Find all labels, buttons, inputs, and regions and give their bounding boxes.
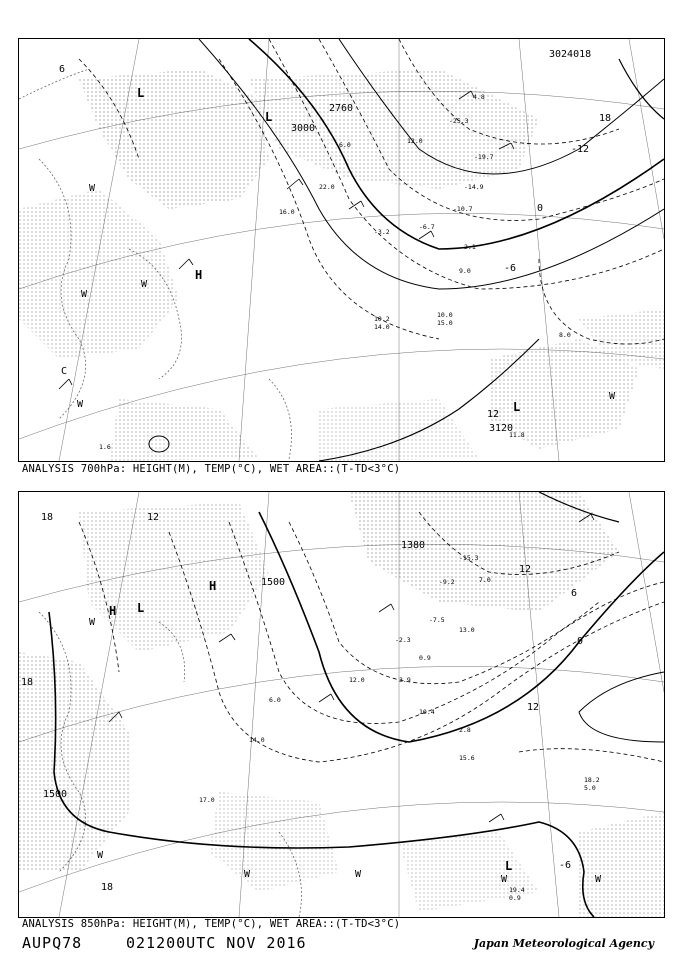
wet-area <box>19 652 129 872</box>
station-value: 18.2 <box>584 776 600 784</box>
station-value: 10.2 <box>374 315 390 323</box>
low-symbol: L <box>137 601 145 615</box>
station-value: 17.0 <box>199 796 215 804</box>
warm-symbol: W <box>97 850 104 861</box>
station-value: 7.0 <box>479 576 491 584</box>
temp-label: 6 <box>59 64 66 75</box>
high-symbol: H <box>195 268 203 282</box>
station-value: -10.7 <box>453 205 473 213</box>
warm-symbol: W <box>244 869 251 880</box>
station-value: 10.4 <box>419 708 435 716</box>
station-value: 5.0 <box>584 784 596 792</box>
wet-area <box>109 399 259 461</box>
wet-area <box>349 492 619 612</box>
station-value: 16.0 <box>279 208 295 216</box>
height-label: 3000 <box>291 123 316 134</box>
cold-symbol: C <box>61 366 68 377</box>
temp-label: -12 <box>571 144 590 155</box>
temp-label: 12 <box>527 702 540 713</box>
height-label: 1380 <box>401 540 426 551</box>
station-value: 3.9 <box>399 676 411 684</box>
station-value: 2.1 <box>464 243 476 251</box>
temp-label: 0 <box>537 203 544 214</box>
station-value: 2.8 <box>459 726 471 734</box>
warm-symbol: W <box>81 289 88 300</box>
height-label: 3120 <box>489 423 514 434</box>
station-value: -9.2 <box>439 578 455 586</box>
station-value: -19.7 <box>474 153 494 161</box>
low-symbol: L <box>137 86 145 100</box>
wet-area <box>579 812 664 917</box>
station-value: 19.4 <box>509 886 525 894</box>
warm-symbol: W <box>595 874 602 885</box>
warm-symbol: W <box>89 183 96 194</box>
station-value: 15.6 <box>459 754 475 762</box>
temp-label: 18 <box>41 512 54 523</box>
station-value: -2.3 <box>395 636 411 644</box>
temp-label: 18 <box>599 113 612 124</box>
station-value: 14.0 <box>374 323 390 331</box>
chart-code: AUPQ78 <box>22 934 83 952</box>
station-value: -6.7 <box>419 223 435 231</box>
station-value: 22.0 <box>319 183 335 191</box>
warm-symbol: W <box>141 279 148 290</box>
station-value: -15.3 <box>459 554 479 562</box>
height-label: 1500 <box>43 789 68 800</box>
station-value: 12.0 <box>407 137 423 145</box>
temp-label: -6 <box>559 860 572 871</box>
height-label: 2760 <box>329 103 354 114</box>
station-value: 8.0 <box>559 331 571 339</box>
station-value: 14.0 <box>249 736 265 744</box>
station-value: 10.0 <box>437 311 453 319</box>
wet-area <box>79 69 269 209</box>
station-value: 13.0 <box>459 626 475 634</box>
warm-symbol: W <box>355 869 362 880</box>
warm-symbol: W <box>501 874 508 885</box>
station-value: 0.9 <box>419 654 431 662</box>
wet-area <box>209 792 339 892</box>
map-700hpa <box>19 39 664 461</box>
caption-700hpa: ANALYSIS 700hPa: HEIGHT(M), TEMP(°C), WET AREA::(T-TD<3°C) <box>22 463 401 475</box>
station-value: 0.9 <box>509 894 521 902</box>
station-value: -14.9 <box>464 183 484 191</box>
low-symbol: L <box>265 110 273 124</box>
warm-symbol: W <box>89 617 96 628</box>
agency-credit: Japan Meteorological Agency <box>473 937 654 950</box>
station-value: 4.8 <box>473 93 485 101</box>
temp-label: 12 <box>519 564 532 575</box>
low-symbol: L <box>513 400 521 414</box>
station-value: -7.5 <box>429 616 445 624</box>
station-value: -3.2 <box>374 228 390 236</box>
temp-label: 12 <box>147 512 160 523</box>
warm-symbol: W <box>77 399 84 410</box>
temp-label: 6 <box>571 588 578 599</box>
warm-symbol: W <box>609 391 616 402</box>
valid-time: 021200UTC NOV 2016 <box>126 934 307 952</box>
temp-label: 0 <box>577 636 584 647</box>
low-symbol: L <box>505 859 513 873</box>
station-value: 6.0 <box>339 141 351 149</box>
temp-label: -6 <box>504 263 517 274</box>
temp-label: 18 <box>21 677 34 688</box>
temp-label: 18 <box>101 882 114 893</box>
chart-850hpa <box>18 491 665 918</box>
chart-700hpa <box>18 38 665 462</box>
station-value: 6.0 <box>269 696 281 704</box>
station-value: -25.3 <box>449 117 469 125</box>
station-value: 11.8 <box>509 431 525 439</box>
station-value: 9.0 <box>459 267 471 275</box>
wet-area <box>79 502 269 652</box>
temp-label: 12 <box>487 409 500 420</box>
wet-area <box>19 189 179 359</box>
high-symbol: H <box>209 579 217 593</box>
height-label: 1500 <box>261 577 286 588</box>
high-symbol: H <box>109 604 117 618</box>
station-value: 1.6 <box>99 443 111 451</box>
station-value: 12.0 <box>349 676 365 684</box>
height-label: 3024018 <box>549 49 592 60</box>
station-value: 15.0 <box>437 319 453 327</box>
caption-850hpa: ANALYSIS 850hPa: HEIGHT(M), TEMP(°C), WET AREA::(T-TD<3°C) <box>22 918 401 930</box>
map-850hpa <box>19 492 664 917</box>
